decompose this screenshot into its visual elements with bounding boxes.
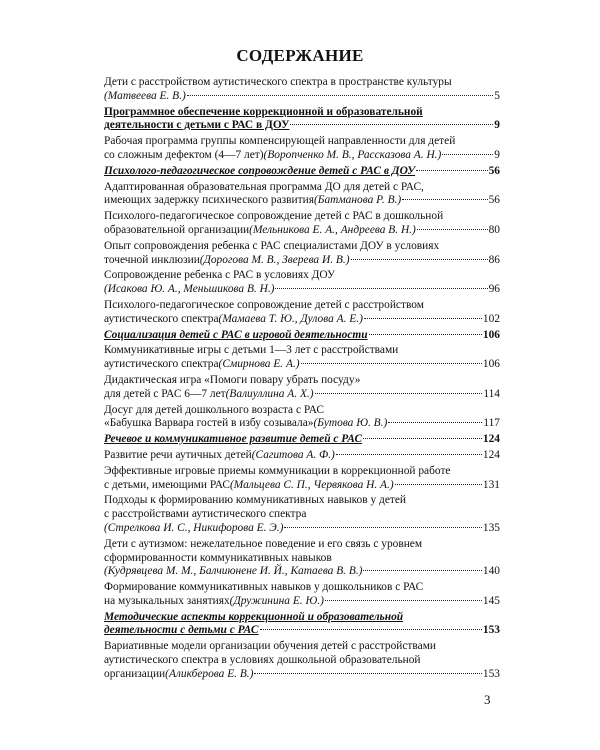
dot-leader — [363, 438, 482, 439]
toc-entry-text: Психолого-педагогическое сопровождение детей с РАС в дошкольной — [104, 210, 444, 223]
toc-section-heading[interactable] — [104, 329, 500, 343]
toc-entry-author: (Ворonченко М. В., Рассказова А. Н.) — [263, 148, 442, 161]
toc-entry-text: Опыт сопровождения ребенка с РАС специалистами ДОУ в условиях — [104, 239, 440, 252]
toc-entry[interactable] — [104, 210, 500, 238]
toc-page-number: 135 — [482, 521, 500, 534]
toc-entry-last-line — [104, 119, 500, 133]
toc-section-heading[interactable] — [104, 433, 500, 447]
toc-entry-line — [104, 538, 500, 552]
toc-entry-text: для детей с РАС 6—7 лет — [104, 387, 226, 400]
section-title: деятельности с детьми с РАС — [104, 624, 259, 637]
toc-entry-author: (Стрелкова И. С., Никифорова Е. Э.) — [104, 521, 284, 534]
toc-entry-text: точечной инклюзии — [104, 253, 200, 266]
toc-section-heading[interactable] — [104, 165, 500, 179]
toc-entry-text: с расстройствами аутистического спектра — [104, 508, 307, 521]
toc-entry-author: (Валиуллина А. Х.) — [225, 387, 314, 400]
dot-leader — [187, 95, 494, 96]
toc-page-number: 56 — [488, 194, 500, 207]
toc-entry-author: (Смирнова Е. А.) — [218, 358, 300, 371]
toc-entry-last-line — [104, 165, 500, 179]
dot-leader — [417, 229, 488, 230]
toc-entry[interactable] — [104, 538, 500, 579]
page-title: СОДЕРЖАНИЕ — [236, 46, 364, 65]
toc-entry-last-line — [104, 449, 500, 463]
toc-page-number: 9 — [494, 148, 500, 161]
toc-entry-line — [104, 654, 500, 668]
toc-entry-line — [104, 374, 500, 388]
section-title: деятельности с детьми с РАС в ДОУ — [104, 119, 290, 132]
toc-entry-text: аутистического спектра — [104, 358, 219, 371]
toc-entry-last-line — [104, 433, 500, 447]
toc-entry-text: Подходы к формированию коммуникативных навыков у детей — [104, 494, 407, 507]
toc-entry-line — [104, 552, 500, 566]
toc-entry-text: имеющих задержку психического развития — [104, 194, 314, 207]
toc-entry-text: организации — [104, 667, 166, 680]
toc-entry-line — [104, 611, 500, 625]
toc-page-number: 96 — [488, 283, 500, 296]
dot-leader — [290, 124, 493, 125]
toc-page-number: 140 — [482, 565, 500, 578]
toc-entry-author: (Сагитова А. Ф.) — [251, 448, 335, 461]
toc-section-heading[interactable] — [104, 611, 500, 639]
toc-page-number: 5 — [494, 89, 500, 102]
dot-leader — [369, 334, 482, 335]
toc-entry-text: Дети с расстройством аутистического спектра в пространстве культуры — [104, 76, 452, 88]
toc-entry-text: Дети с аутизмом: нежелательное поведение и его связь с уровнем — [104, 537, 423, 550]
dot-leader — [388, 422, 482, 423]
toc-entry-line — [104, 210, 500, 224]
dot-leader — [402, 199, 487, 200]
toc-entry-text: Развитие речи аутичных детей — [104, 448, 252, 461]
toc-page-number: 153 — [482, 624, 500, 637]
section-title: Речевое и коммуникативное развитие детей с РАС — [104, 433, 363, 446]
toc-entry-text: Досуг для детей дошкольного возраста с РАС — [104, 403, 324, 416]
table-of-contents — [104, 76, 500, 684]
page-number: 3 — [484, 692, 491, 707]
section-title: Социализация детей с РАС в игровой деятельности — [104, 328, 368, 341]
toc-entry[interactable] — [104, 404, 500, 432]
toc-entry-last-line — [104, 624, 500, 638]
toc-section-heading[interactable] — [104, 106, 500, 134]
toc-entry-last-line — [104, 388, 500, 402]
toc-entry-author: (Кудрявцева М. М., Балчиюнене И. Й., Катаева В. В.) — [104, 565, 363, 578]
toc-entry-text: аутистического спектра в условиях дошкольной образовательной — [104, 654, 421, 667]
toc-page-number: 131 — [482, 478, 500, 491]
toc-entry-last-line — [104, 565, 500, 579]
toc-entry[interactable] — [104, 181, 500, 209]
toc-entry-line — [104, 181, 500, 195]
toc-entry-text: Программное обеспечение коррекционной и образовательной — [104, 105, 423, 118]
dot-leader — [336, 454, 482, 455]
toc-entry[interactable] — [104, 449, 500, 463]
toc-entry-last-line — [104, 329, 500, 343]
toc-entry-author: (Дружинина Е. Ю.) — [229, 594, 324, 607]
dot-leader — [275, 288, 487, 289]
toc-entry-last-line — [104, 149, 500, 163]
toc-entry-line — [104, 76, 500, 90]
toc-entry-text: на музыкальных занятиях — [104, 594, 230, 607]
toc-entry[interactable] — [104, 374, 500, 402]
toc-entry-line — [104, 640, 500, 654]
toc-page-number: 117 — [483, 417, 500, 430]
toc-entry-last-line — [104, 668, 500, 682]
toc-entry-text: сформированности коммуникативных навыков — [104, 551, 332, 564]
section-title: Психолого-педагогическое сопровождение детей с РАС в ДОУ — [104, 164, 416, 177]
toc-entry-text: Дидактическая игра «Помоги повару убрать посуду» — [104, 373, 361, 386]
dot-leader — [363, 570, 481, 571]
toc-entry-line — [104, 581, 500, 595]
dot-leader — [260, 629, 482, 630]
toc-page-number: 145 — [482, 594, 500, 607]
toc-entry-text: с детьми, имеющими РАС — [104, 478, 230, 491]
dot-leader — [301, 363, 482, 364]
dot-leader — [416, 170, 488, 171]
toc-page-number: 80 — [488, 223, 500, 236]
toc-entry-text: Сопровождение ребенка с РАС в условиях ДОУ — [104, 269, 336, 282]
toc-entry-author: (Матвеева Е. В.) — [104, 89, 186, 102]
toc-entry-author: (Мельникова Е. А., Андреева В. Н.) — [249, 223, 416, 236]
toc-page-number: 106 — [482, 328, 500, 341]
toc-entry-line — [104, 269, 500, 283]
toc-entry-text: Психолого-педагогическое сопровождение детей с расстройством — [104, 298, 424, 311]
dot-leader — [315, 393, 483, 394]
toc-entry[interactable] — [104, 76, 500, 104]
toc-entry-author: (Батманова Р. В.) — [313, 194, 402, 207]
toc-entry-author: (Дорогова М. В., Зверева И. В.) — [199, 253, 350, 266]
toc-entry-author: (Бутова Ю. В.) — [313, 417, 388, 430]
toc-entry-last-line — [104, 90, 500, 104]
toc-page-number: 106 — [482, 358, 500, 371]
dot-leader — [442, 154, 493, 155]
toc-entry[interactable] — [104, 640, 500, 681]
toc-entry-last-line — [104, 417, 500, 431]
toc-entry-text: Формирование коммуникативных навыков у дошкольников с РАС — [104, 581, 424, 594]
toc-entry-last-line — [104, 358, 500, 372]
toc-page-number: 124 — [482, 433, 500, 446]
toc-entry[interactable] — [104, 269, 500, 297]
toc-entry-line — [104, 299, 500, 313]
toc-entry-line — [104, 404, 500, 418]
toc-page-number: 56 — [488, 164, 500, 177]
toc-entry-line — [104, 135, 500, 149]
toc-page-number: 86 — [488, 253, 500, 266]
toc-entry-last-line — [104, 479, 500, 493]
toc-entry-line — [104, 106, 500, 120]
toc-entry[interactable] — [104, 465, 500, 493]
toc-entry-author: (Аликберова Е. В.) — [165, 667, 254, 680]
dot-leader — [284, 527, 482, 528]
toc-entry-last-line — [104, 522, 500, 536]
toc-entry-text: Коммуникативные игры с детьми 1—3 лет с расстройствами — [104, 344, 399, 357]
toc-entry-text: образовательной организации — [104, 223, 250, 236]
toc-entry-line — [104, 508, 500, 522]
toc-page-number: 153 — [482, 667, 500, 680]
toc-entry-author: (Мамаева Т. Ю., Дулова А. Е.) — [218, 312, 363, 325]
toc-entry-last-line — [104, 194, 500, 208]
toc-entry-text: Вариативные модели организации обучения детей с расстройствами — [104, 640, 436, 653]
dot-leader — [325, 600, 482, 601]
toc-entry-last-line — [104, 224, 500, 238]
toc-entry[interactable] — [104, 135, 500, 163]
toc-entry-line — [104, 344, 500, 358]
toc-entry-last-line — [104, 283, 500, 297]
toc-page-number: 9 — [494, 119, 500, 132]
toc-page-number: 124 — [482, 448, 500, 461]
dot-leader — [364, 318, 482, 319]
toc-entry[interactable] — [104, 344, 500, 372]
toc-entry-line — [104, 240, 500, 254]
toc-entry-text: Методические аспекты коррекционной и образовательной — [104, 610, 404, 623]
toc-page-number: 102 — [482, 312, 500, 325]
toc-entry-author: (Мальцева С. П., Червякова Н. А.) — [229, 478, 394, 491]
toc-page-number: 114 — [483, 387, 500, 400]
toc-entry-line — [104, 494, 500, 508]
toc-entry-last-line — [104, 595, 500, 609]
dot-leader — [254, 673, 481, 674]
toc-entry-text: Адаптированная образовательная программа ДО для детей с РАС, — [104, 180, 424, 193]
toc-entry-text: Рабочая программа группы компенсирующей направленности для детей — [104, 135, 456, 148]
toc-entry-last-line — [104, 254, 500, 268]
toc-entry[interactable] — [104, 299, 500, 327]
toc-entry-line — [104, 465, 500, 479]
toc-entry[interactable] — [104, 240, 500, 268]
toc-entry-text: Эффективные игровые приемы коммуникации в коррекционной работе — [104, 464, 451, 477]
toc-entry-text: со сложным дефектом (4—7 лет) — [104, 148, 264, 161]
toc-entry[interactable] — [104, 494, 500, 535]
toc-entry-text: «Бабушка Варвара гостей в избу созывала» — [104, 417, 314, 430]
dot-leader — [395, 484, 482, 485]
toc-entry-last-line — [104, 313, 500, 327]
toc-entry[interactable] — [104, 581, 500, 609]
toc-entry-text: аутистического спектра — [104, 312, 219, 325]
toc-entry-author: (Исакова Ю. А., Меньшикова В. Н.) — [104, 283, 275, 296]
dot-leader — [351, 259, 488, 260]
